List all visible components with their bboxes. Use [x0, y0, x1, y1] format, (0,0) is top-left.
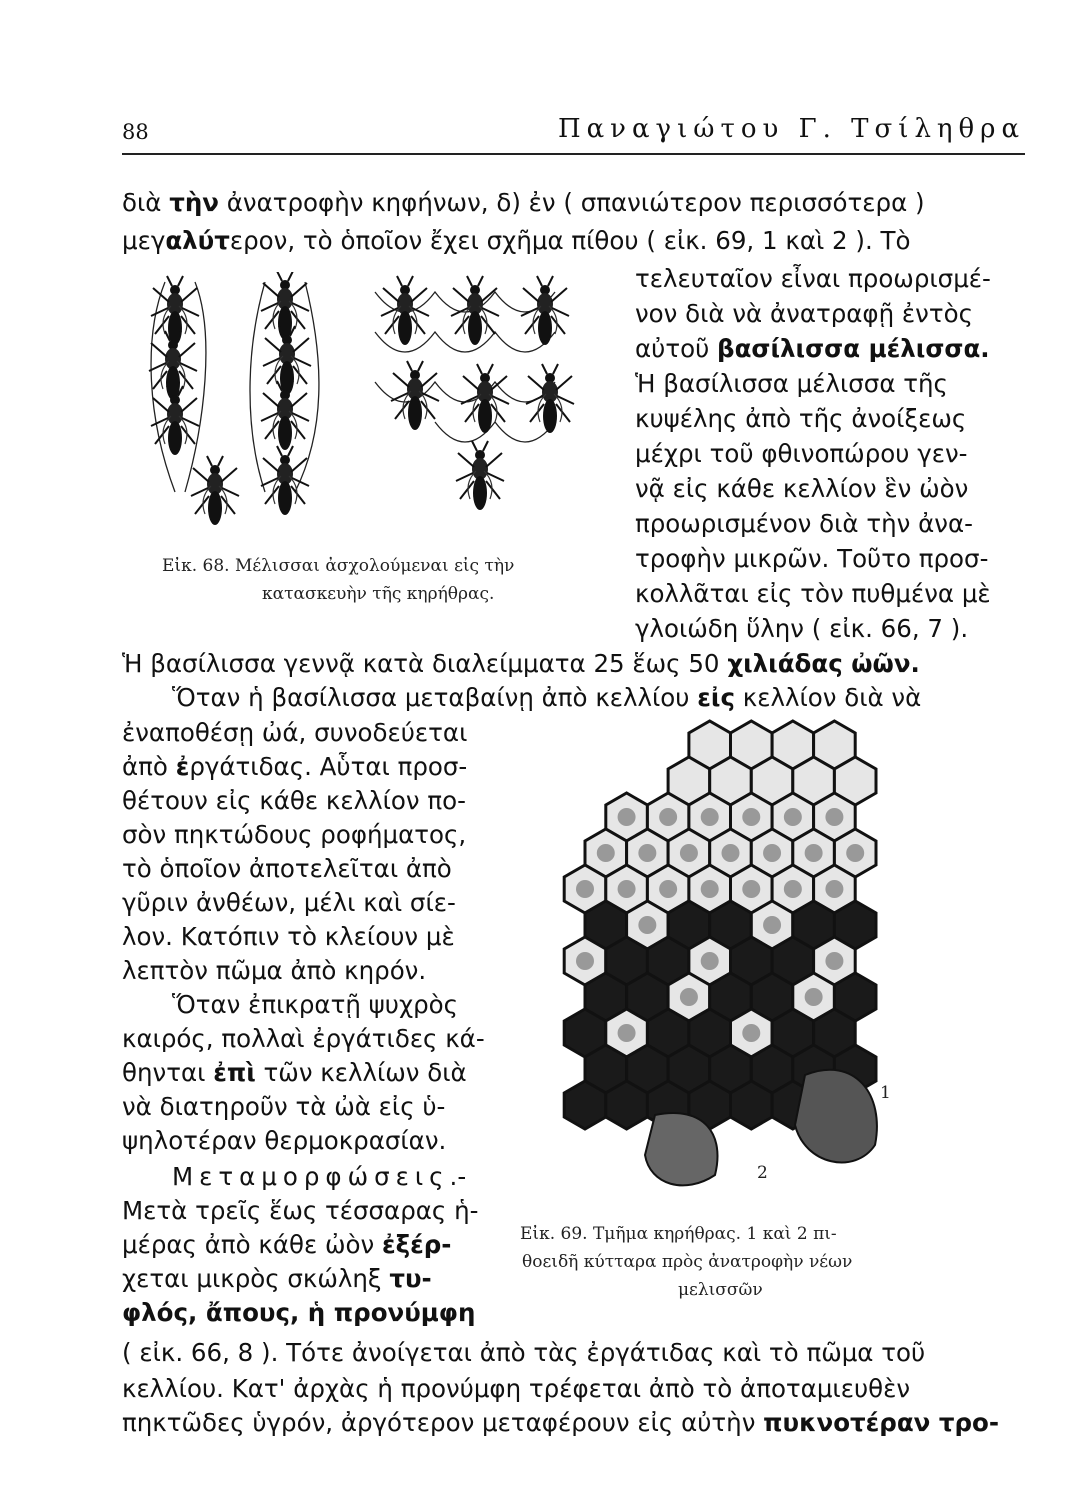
text-line: γῦριν ἀνθέων, μέλι καὶ σίε- — [122, 888, 456, 917]
text-line: ( εἰκ. 66, 8 ). Τότε ἀνοίγεται ἀπὸ τὰς ἐργάτιδας καὶ τὸ πῶμα τοῦ — [122, 1338, 926, 1367]
text-line: Ἡ βασίλισσα γεννᾷ κατὰ διαλείμματα 25 ἕως 50 χιλιάδας ὠῶν. — [122, 649, 920, 678]
bees-illustration — [135, 272, 605, 534]
text-line: ἐναποθέσῃ ὠά, συνοδεύεται — [122, 718, 468, 747]
text-line: προωρισμένον διὰ τὴν ἀνα- — [635, 509, 973, 538]
text-line: κολλᾶται εἰς τὸν πυθμένα μὲ — [635, 579, 991, 608]
text-line: λον. Κατόπιν τὸ κλείουν μὲ — [122, 922, 455, 951]
text-line: γλοιώδη ὕλην ( εἰκ. 66, 7 ). — [635, 614, 969, 643]
text-line: φλός, ἄπους, ἡ προνύμφη — [122, 1298, 476, 1327]
text-line: τροφὴν μικρῶν. Τοῦτο προσ- — [635, 544, 989, 573]
figure-69-caption: Εἰκ. 69. Τμῆμα κηρήθρας. 1 καὶ 2 πι- — [520, 1224, 837, 1244]
figure-69-caption: θοειδῆ κύτταρα πρὸς ἀνατροφὴν νέων — [522, 1252, 853, 1272]
text-line: θέτουν εἰς κάθε κελλίον πο- — [122, 786, 466, 815]
text-line: Ὅταν ἐπικρατῇ ψυχρὸς — [172, 990, 459, 1019]
text-line: κελλίου. Κατ' ἀρχὰς ἡ προνύμφη τρέφεται ἀπὸ τὸ ἀποταμιευθὲν — [122, 1374, 911, 1403]
figure-68-caption: Εἰκ. 68. Μέλισσαι ἀσχολούμεναι εἰς τὴν — [162, 556, 515, 576]
text-line: πηκτῶδες ὑγρόν, ἀργότερον μεταφέρουν εἰς αὐτὴν πυκνοτέραν τρο- — [122, 1408, 1000, 1437]
running-head: Παναγιώτου Γ. Τσίληθρα — [557, 114, 1025, 144]
text-line: τὸ ὁποῖον ἀποτελεῖται ἀπὸ — [122, 854, 452, 883]
text-line: Ὅταν ἡ βασίλισσα μεταβαίνῃ ἀπὸ κελλίου εἰς κελλίον διὰ νὰ — [172, 683, 922, 712]
text-line: ψηλοτέραν θερμοκρασίαν. — [122, 1126, 447, 1155]
text-line: Ἡ βασίλισσα μέλισσα τῆς — [635, 369, 948, 398]
text-line: Μετὰ τρεῖς ἕως τέσσαρας ἡ- — [122, 1196, 479, 1225]
text-line: νον διὰ νὰ ἀνατραφῇ ἐντὸς — [635, 299, 973, 328]
honeycomb-illustration — [555, 715, 885, 1195]
text-line: καιρός, πολλαὶ ἐργάτιδες κά- — [122, 1024, 485, 1053]
figure-69-label-1: 1 — [880, 1083, 891, 1103]
figure-69-label-2: 2 — [757, 1163, 768, 1183]
text-line: μέχρι τοῦ φθινοπώρου γεν- — [635, 439, 968, 468]
text-line: μεγαλύτερον, τὸ ὁποῖον ἔχει σχῆμα πίθου ( εἰκ. 69, 1 καὶ 2 ). Τὸ — [122, 226, 911, 255]
section-heading: Μεταμορφώσεις.- — [172, 1162, 467, 1191]
text-line: σὸν πηκτώδους ροφήματος, — [122, 820, 467, 849]
text-line: νᾷ εἰς κάθε κελλίον ἓν ὠὸν — [635, 474, 969, 503]
header-rule — [122, 153, 1025, 155]
text-line: λεπτὸν πῶμα ἀπὸ κηρόν. — [122, 956, 427, 985]
figure-69-caption: μελισσῶν — [678, 1280, 763, 1300]
text-line: χεται μικρὸς σκώληξ τυ- — [122, 1264, 432, 1293]
text-line: αὐτοῦ βασίλισσα μέλισσα. — [635, 334, 990, 363]
text-line: τελευταῖον εἶναι προωρισμέ- — [635, 264, 991, 293]
text-line: διὰ τὴν ἀνατροφὴν κηφήνων, δ) ἐν ( σπανιώτερον περισσότερα ) — [122, 188, 925, 217]
text-line: θηνται ἐπὶ τῶν κελλίων διὰ — [122, 1058, 467, 1087]
figure-68-caption: κατασκευὴν τῆς κηρήθρας. — [262, 584, 495, 604]
text-line: νὰ διατηροῦν τὰ ὠὰ εἰς ὑ- — [122, 1092, 446, 1121]
text-line: μέρας ἀπὸ κάθε ὠὸν ἐξέρ- — [122, 1230, 452, 1259]
page-number: 88 — [122, 120, 149, 144]
text-line: ἀπὸ ἐργάτιδας. Αὗται προσ- — [122, 752, 468, 781]
text-line: κυψέλης ἀπὸ τῆς ἀνοίξεως — [635, 404, 967, 433]
